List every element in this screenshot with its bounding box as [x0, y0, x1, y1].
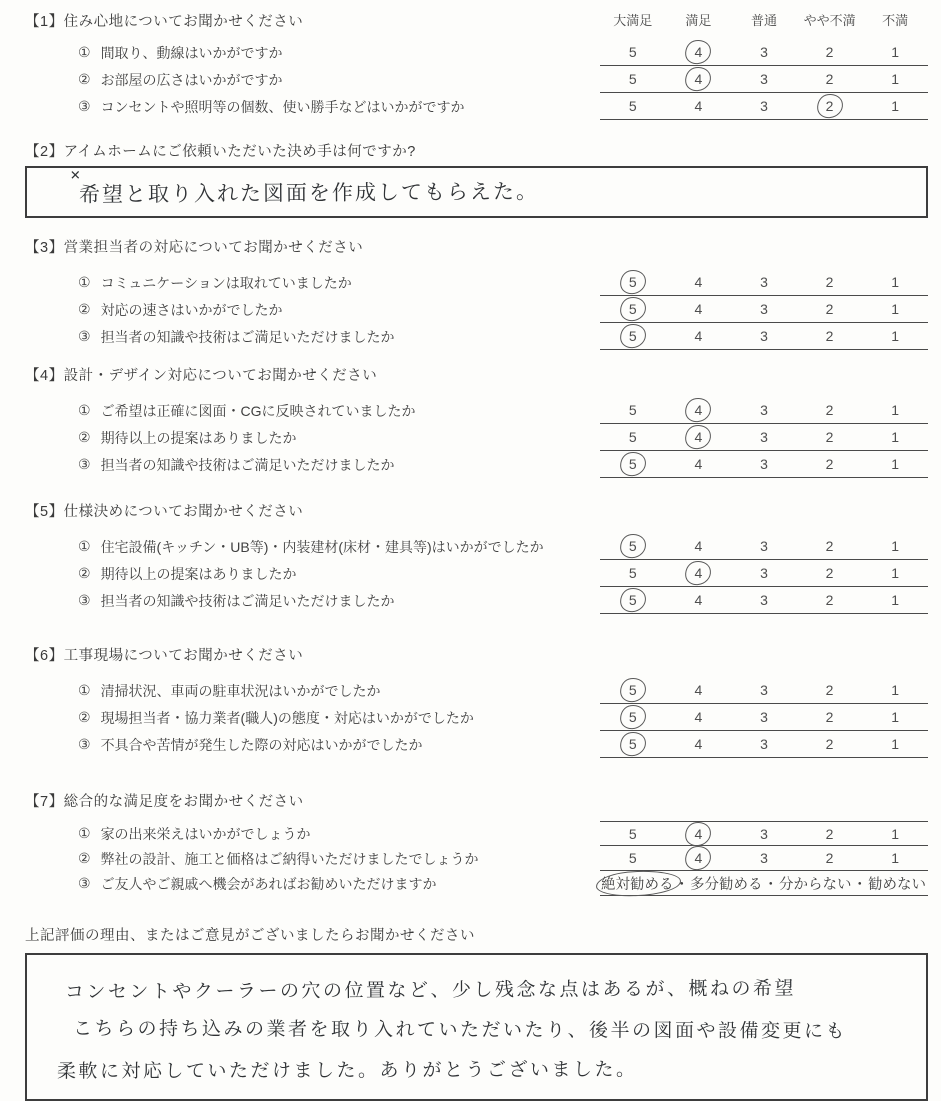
rating-option[interactable]: 5	[600, 301, 666, 317]
rating-option[interactable]: 4	[694, 456, 703, 472]
rating-option[interactable]: 5	[628, 402, 637, 418]
scale-label-somewhat-dissatisfied: やや不満	[803, 13, 856, 28]
question-number: ①	[78, 682, 91, 698]
rating-option[interactable]: 2	[825, 682, 834, 698]
recommend-option[interactable]: 絶対勧める	[600, 873, 675, 894]
recommend-option[interactable]: 分からない	[779, 876, 852, 893]
question-text: 家の出来栄えはいかがでしょうか	[100, 825, 311, 842]
option-separator: ・	[674, 876, 689, 893]
rating-option[interactable]: 5	[600, 709, 666, 725]
rating-option[interactable]: 1	[891, 456, 900, 472]
question-number: ①	[78, 825, 91, 841]
section-title: 【6】工事現場についてお聞かせください	[25, 648, 304, 664]
handwritten-answer	[69, 167, 540, 208]
rating-option[interactable]: 1	[891, 301, 900, 317]
rating-option[interactable]: 4	[694, 274, 703, 290]
section-title: 【2】アイムホームにご依頼いただいた決め手は何ですか?	[25, 144, 416, 160]
question-row	[25, 560, 928, 587]
question-text: コンセントや照明等の個数、使い勝手などはいかがですか	[100, 98, 465, 115]
rating-scale-header	[600, 10, 928, 29]
rating-option[interactable]: 3	[760, 565, 768, 581]
rating-option[interactable]: 2	[825, 71, 834, 87]
question-row	[25, 39, 928, 66]
rating-option[interactable]: 4	[694, 709, 703, 725]
question-row	[25, 397, 928, 424]
recommend-option[interactable]: 多分勧める	[690, 876, 763, 893]
rating-option[interactable]: 5	[600, 538, 666, 554]
section-title: 【1】住み心地についてお聞かせください	[25, 14, 304, 30]
question-row	[25, 846, 928, 871]
rating-scale	[600, 93, 928, 120]
rating-option[interactable]: 2	[797, 98, 863, 114]
question-number: ②	[78, 709, 91, 725]
rating-option[interactable]: 5	[628, 98, 637, 114]
question-text: 間取り、動線はいかがですか	[100, 44, 283, 61]
rating-option[interactable]: 2	[825, 328, 834, 344]
rating-option[interactable]: 4	[694, 682, 703, 698]
handwritten-answer-text: 希望と取り入れた図面を作成してもらえた。	[78, 180, 540, 207]
question-number: ③	[78, 456, 91, 472]
scale-label-satisfied: 満足	[685, 13, 712, 28]
rating-option[interactable]: 3	[760, 98, 768, 114]
section-title: 【3】営業担当者の対応についてお聞かせください	[25, 240, 364, 256]
rating-scale	[600, 704, 928, 731]
rating-option[interactable]: 2	[825, 709, 834, 725]
rating-scale	[600, 451, 928, 478]
rating-option[interactable]: 2	[825, 565, 834, 581]
rating-option[interactable]: 2	[825, 592, 834, 608]
question-number: ①	[78, 538, 91, 554]
rating-option[interactable]: 5	[628, 565, 637, 581]
rating-option[interactable]: 4	[666, 71, 732, 87]
footer-label: 上記評価の理由、またはご意見がございましたらお聞かせください	[25, 928, 475, 944]
rating-option[interactable]: 1	[891, 565, 900, 581]
question-text: 清掃状況、車両の駐車状況はいかがでしたか	[100, 682, 381, 699]
rating-option[interactable]: 1	[891, 850, 900, 866]
rating-scale	[600, 39, 928, 66]
rating-option[interactable]: 3	[760, 44, 768, 60]
question-text: コミュニケーションは取れていましたか	[100, 274, 352, 291]
question-row	[25, 66, 928, 93]
question-row	[25, 451, 928, 478]
rating-option[interactable]: 3	[760, 328, 768, 344]
section-overall-satisfaction	[25, 790, 928, 896]
rating-option[interactable]: 5	[600, 736, 666, 752]
scale-label-very-satisfied: 大満足	[613, 13, 653, 28]
rating-scale	[600, 269, 928, 296]
scale-label-neutral: 普通	[750, 13, 777, 28]
rating-option[interactable]: 2	[825, 538, 834, 554]
rating-scale	[600, 397, 928, 424]
question-number: ②	[78, 850, 91, 866]
rating-option[interactable]: 4	[666, 402, 732, 418]
question-row	[25, 677, 928, 704]
question-number: ③	[78, 98, 91, 114]
question-number: ③	[78, 328, 91, 344]
rating-option[interactable]: 2	[825, 44, 834, 60]
question-text: 対応の速さはいかがでしたか	[100, 301, 283, 318]
footer-comment-section	[25, 924, 928, 1101]
deciding-factor-answer-box[interactable]	[25, 166, 928, 218]
handwritten-comment-line: コンセントやクーラーの穴の位置など、少し残念な点はあるが、概ねの希望	[64, 978, 797, 1004]
question-number: ③	[78, 736, 91, 752]
rating-option[interactable]: 4	[666, 565, 732, 581]
rating-option[interactable]: 1	[891, 402, 900, 418]
question-text: 担当者の知識や技術はご満足いただけましたか	[100, 592, 395, 609]
rating-option[interactable]: 5	[600, 274, 666, 290]
rating-option[interactable]: 2	[825, 429, 834, 445]
rating-option[interactable]: 5	[628, 44, 637, 60]
rating-scale	[600, 731, 928, 758]
rating-option[interactable]: 5	[628, 850, 637, 866]
rating-option[interactable]: 3	[760, 592, 768, 608]
rating-scale	[600, 587, 928, 614]
rating-option[interactable]: 2	[825, 274, 834, 290]
rating-scale	[600, 821, 928, 846]
rating-option[interactable]: 1	[891, 98, 900, 114]
question-row	[25, 269, 928, 296]
rating-option[interactable]: 5	[600, 592, 666, 608]
question-row	[25, 296, 928, 323]
rating-option[interactable]: 1	[891, 592, 900, 608]
section-specifications	[25, 500, 928, 614]
rating-option[interactable]: 5	[628, 429, 637, 445]
rating-option[interactable]: 4	[694, 736, 703, 752]
rating-option[interactable]: 2	[825, 456, 834, 472]
question-row	[25, 871, 928, 896]
rating-option[interactable]: 4	[666, 429, 732, 445]
rating-option[interactable]: 5	[600, 328, 666, 344]
rating-option[interactable]: 1	[891, 274, 900, 290]
rating-scale	[600, 677, 928, 704]
rating-option[interactable]: 2	[825, 825, 834, 842]
rating-option[interactable]: 3	[760, 456, 768, 472]
question-row	[25, 587, 928, 614]
section-living-comfort	[25, 10, 928, 120]
rating-option[interactable]: 1	[891, 538, 900, 554]
rating-option[interactable]: 4	[666, 850, 732, 866]
question-row	[25, 731, 928, 758]
question-row	[25, 533, 928, 560]
section-title: 【7】総合的な満足度をお聞かせください	[25, 794, 304, 810]
rating-option[interactable]: 1	[891, 44, 900, 60]
rating-option[interactable]: 1	[891, 429, 900, 445]
rating-option[interactable]: 2	[825, 301, 834, 317]
question-number: ①	[78, 274, 91, 290]
rating-scale	[600, 424, 928, 451]
question-text: 弊社の設計、施工と価格はご納得いただけましたでしょうか	[100, 850, 479, 867]
rating-option[interactable]: 3	[760, 850, 768, 866]
question-number: ①	[78, 44, 91, 60]
rating-scale	[600, 560, 928, 587]
rating-option[interactable]: 1	[891, 682, 900, 698]
rating-option[interactable]: 2	[825, 850, 834, 866]
rating-scale	[600, 533, 928, 560]
question-number: ②	[78, 301, 91, 317]
question-row	[25, 704, 928, 731]
rating-option[interactable]: 3	[760, 709, 768, 725]
rating-option[interactable]: 4	[666, 44, 732, 60]
section-sales-rep	[25, 236, 928, 350]
rating-option[interactable]: 3	[760, 736, 768, 752]
rating-option[interactable]: 1	[891, 736, 900, 752]
comment-box[interactable]	[25, 953, 928, 1101]
rating-option[interactable]: 5	[628, 825, 637, 842]
scale-label-dissatisfied: 不満	[882, 13, 909, 28]
rating-option[interactable]: 1	[891, 709, 900, 725]
rating-option[interactable]: 3	[760, 301, 768, 317]
rating-option[interactable]: 5	[600, 456, 666, 472]
question-number: ②	[78, 429, 91, 445]
option-separator: ・	[763, 876, 778, 893]
option-separator: ・	[852, 876, 867, 893]
rating-option[interactable]: 1	[891, 71, 900, 87]
rating-option[interactable]: 4	[694, 98, 703, 114]
handwritten-comment-line: 柔軟に対応していただけました。ありがとうございました。	[56, 1059, 638, 1083]
question-text: 期待以上の提案はありましたか	[100, 429, 297, 446]
question-number: ③	[78, 592, 91, 608]
question-row	[25, 821, 928, 846]
question-row	[25, 323, 928, 350]
rating-option[interactable]: 2	[825, 736, 834, 752]
rating-option[interactable]: 1	[891, 825, 900, 842]
question-number: ①	[78, 402, 91, 418]
rating-option[interactable]: 4	[694, 328, 703, 344]
rating-option[interactable]: 4	[666, 826, 732, 842]
rating-option[interactable]: 3	[760, 429, 768, 445]
rating-option[interactable]: 5	[628, 71, 637, 87]
question-row	[25, 424, 928, 451]
rating-scale	[600, 846, 928, 871]
rating-option[interactable]: 4	[694, 538, 703, 554]
question-text: 住宅設備(キッチン・UB等)・内装建材(床材・建具等)はいかがでしたか	[100, 538, 544, 555]
rating-option[interactable]: 3	[760, 274, 768, 290]
rating-option[interactable]: 3	[760, 682, 768, 698]
section-design	[25, 364, 928, 478]
rating-option[interactable]: 2	[825, 402, 834, 418]
question-number: ③	[78, 875, 91, 891]
question-number: ②	[78, 71, 91, 87]
rating-option[interactable]: 4	[694, 301, 703, 317]
handwritten-comment-line: こちらの持ち込みの業者を取り入れていただいたり、後半の図面や設備変更にも	[72, 1018, 848, 1043]
rating-option[interactable]: 1	[891, 328, 900, 344]
rating-scale	[600, 323, 928, 350]
question-text: 担当者の知識や技術はご満足いただけましたか	[100, 456, 395, 473]
recommend-options	[600, 871, 928, 896]
question-text: お部屋の広さはいかがですか	[100, 71, 283, 88]
question-row	[25, 93, 928, 120]
question-text: 現場担当者・協力業者(職人)の態度・対応はいかがでしたか	[100, 709, 474, 726]
rating-option[interactable]: 3	[760, 825, 768, 842]
correction-mark: ✕	[69, 167, 81, 183]
section-deciding-factor	[25, 140, 928, 218]
rating-option[interactable]: 3	[760, 71, 768, 87]
rating-scale	[600, 296, 928, 323]
section-title: 【4】設計・デザイン対応についてお聞かせください	[25, 368, 378, 384]
rating-option[interactable]: 4	[694, 592, 703, 608]
question-text: ご友人やご親戚へ機会があればお勧めいただけますか	[100, 875, 437, 892]
section-construction-site	[25, 644, 928, 758]
question-text: 不具合や苦情が発生した際の対応はいかがでしたか	[100, 736, 423, 753]
question-text: ご希望は正確に図面・CGに反映されていましたか	[100, 402, 416, 419]
rating-option[interactable]: 3	[760, 538, 768, 554]
question-text: 担当者の知識や技術はご満足いただけましたか	[100, 328, 395, 345]
rating-scale	[600, 66, 928, 93]
section-title: 【5】仕様決めについてお聞かせください	[25, 504, 304, 520]
rating-option[interactable]: 5	[600, 682, 666, 698]
question-number: ②	[78, 565, 91, 581]
recommend-option[interactable]: 勧めない	[868, 876, 926, 893]
question-text: 期待以上の提案はありましたか	[100, 565, 297, 582]
rating-option[interactable]: 3	[760, 402, 768, 418]
